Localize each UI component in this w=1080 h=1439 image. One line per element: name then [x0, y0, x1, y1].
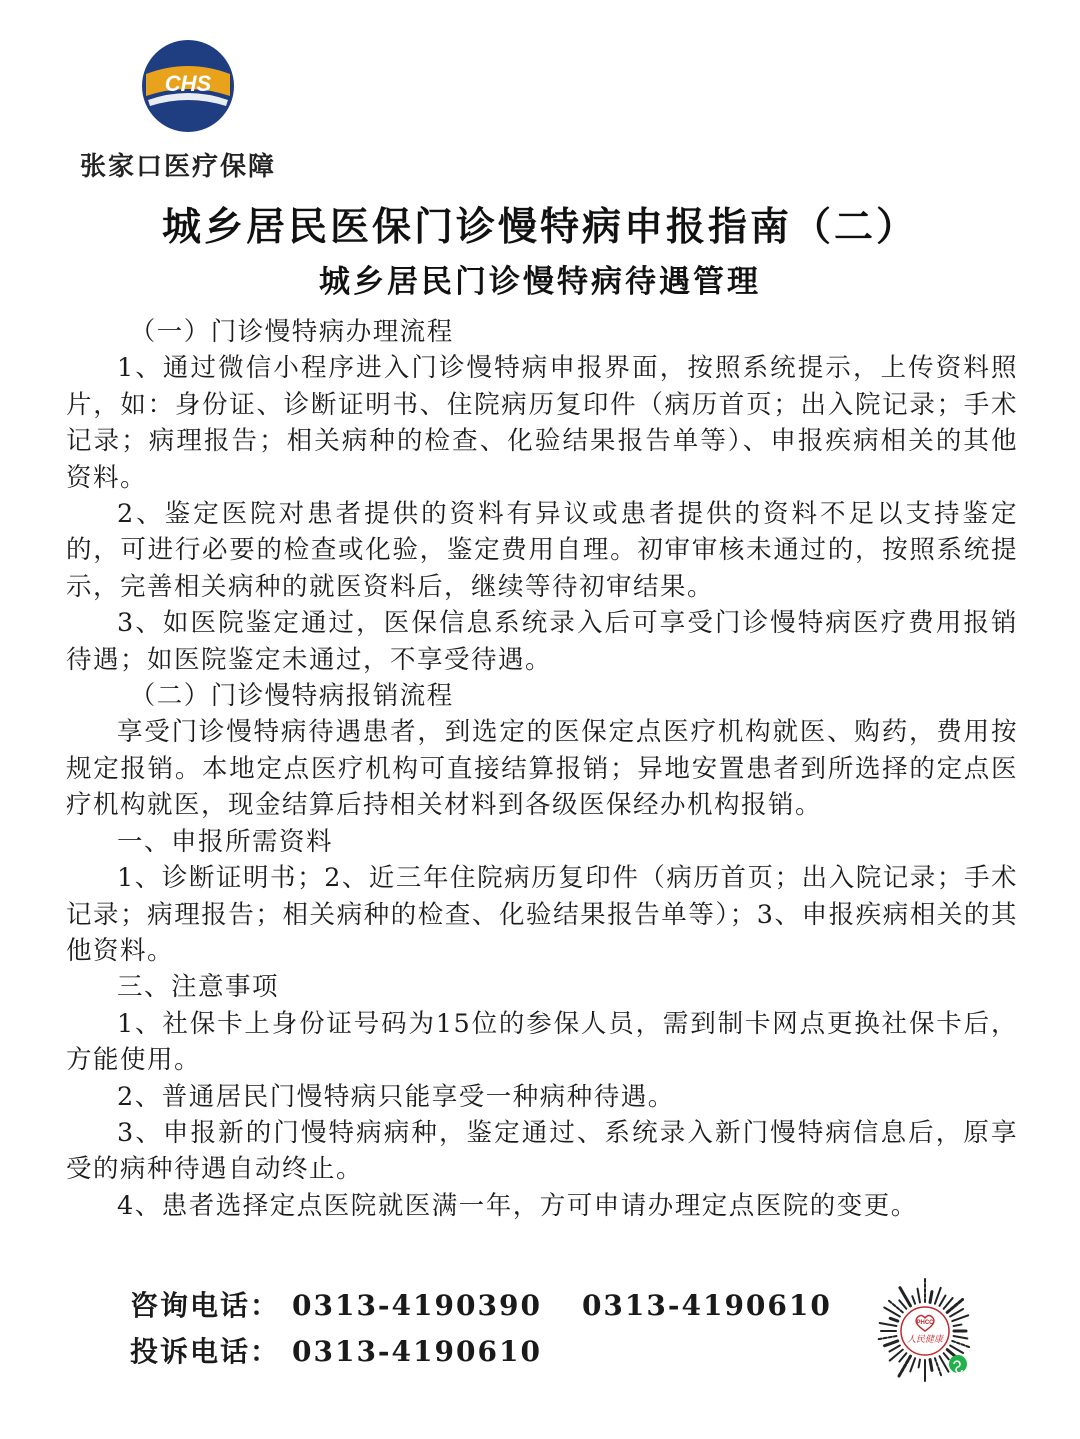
consult-phone-2: 0313-4190610 [581, 1289, 832, 1322]
paragraph-note-3: 3、申报新的门慢特病病种，鉴定通过、系统录入新门慢特病信息后，原享受的病种待遇自动终止。 [66, 1117, 1018, 1185]
chs-logo-icon [140, 38, 236, 134]
paragraph-note-1: 1、社保卡上身份证号码为15位的参保人员，需到制卡网点更换社保卡后，方能使用。 [66, 1008, 1018, 1076]
paragraph-materials: 1、诊断证明书；2、近三年住院病历复印件（病历首页；出入院记录；手术记录；病理报告；相关病种的检查、化验结果报告单等）；3、申报疾病相关的其他资料。 [66, 863, 1018, 966]
wechat-badge-icon [949, 1355, 967, 1373]
org-name: 张家口医疗保障 [80, 152, 277, 182]
consult-phone-label: 咨询电话： [130, 1289, 281, 1322]
page-subtitle: 城乡居民门诊慢特病待遇管理 [319, 264, 761, 300]
miniprogram-qr-code[interactable] [870, 1276, 980, 1386]
complaint-phone-line [130, 1330, 542, 1370]
paragraph-note-4: 4、患者选择定点医院就医满一年，方可申请办理定点医院的变更。 [117, 1190, 918, 1221]
consult-phone-line [130, 1284, 832, 1324]
complaint-phone: 0313-4190610 [292, 1335, 542, 1368]
paragraph-step-3: 3、如医院鉴定通过，医保信息系统录入后可享受门诊慢特病医疗费用报销待遇；如医院鉴定未通过，不享受待遇。 [66, 608, 1018, 675]
qr-center-text: PHCC [916, 1320, 934, 1326]
guide-body [66, 314, 1018, 1224]
section-heading-materials: 一、申报所需资料 [117, 826, 334, 857]
qr-brand-text: 人民健康 [906, 1335, 944, 1345]
section-heading-process: （一）门诊慢特病办理流程 [129, 317, 454, 347]
paragraph-step-2: 2、鉴定医院对患者提供的资料有异议或患者提供的资料不足以支持鉴定的，可进行必要的检查或化验，鉴定费用自理。初审审核未通过的，按照系统提示，完善相关病种的就医资料后，继续等待初审结果。 [66, 499, 1018, 602]
page-title: 城乡居民医保门诊慢特病申报指南（二） [161, 205, 918, 250]
complaint-phone-label: 投诉电话： [130, 1335, 281, 1368]
paragraph-step-1: 1、通过微信小程序进入门诊慢特病申报界面，按照系统提示，上传资料照片，如：身份证、诊断证明书、住院病历复印件（病历首页；出入院记录；手术记录；病理报告；相关病种的检查、化验结果报告单等）、申报疾病相关的其他资料。 [66, 353, 1018, 493]
paragraph-note-2: 2、普通居民门慢特病只能享受一种病种待遇。 [117, 1081, 675, 1112]
logo-text: CHS [164, 71, 212, 96]
paragraph-reimbursement: 享受门诊慢特病待遇患者，到选定的医保定点医疗机构就医、购药，费用按规定报销。本地定点医疗机构可直接结算报销；异地安置患者到所选择的定点医疗机构就医，现金结算后持相关材料到各级医保经办机构报销。 [66, 717, 1018, 821]
section-heading-reimbursement: （二）门诊慢特病报销流程 [129, 681, 454, 712]
consult-phone-1: 0313-4190390 [292, 1289, 542, 1322]
section-heading-notes: 三、注意事项 [117, 972, 280, 1003]
